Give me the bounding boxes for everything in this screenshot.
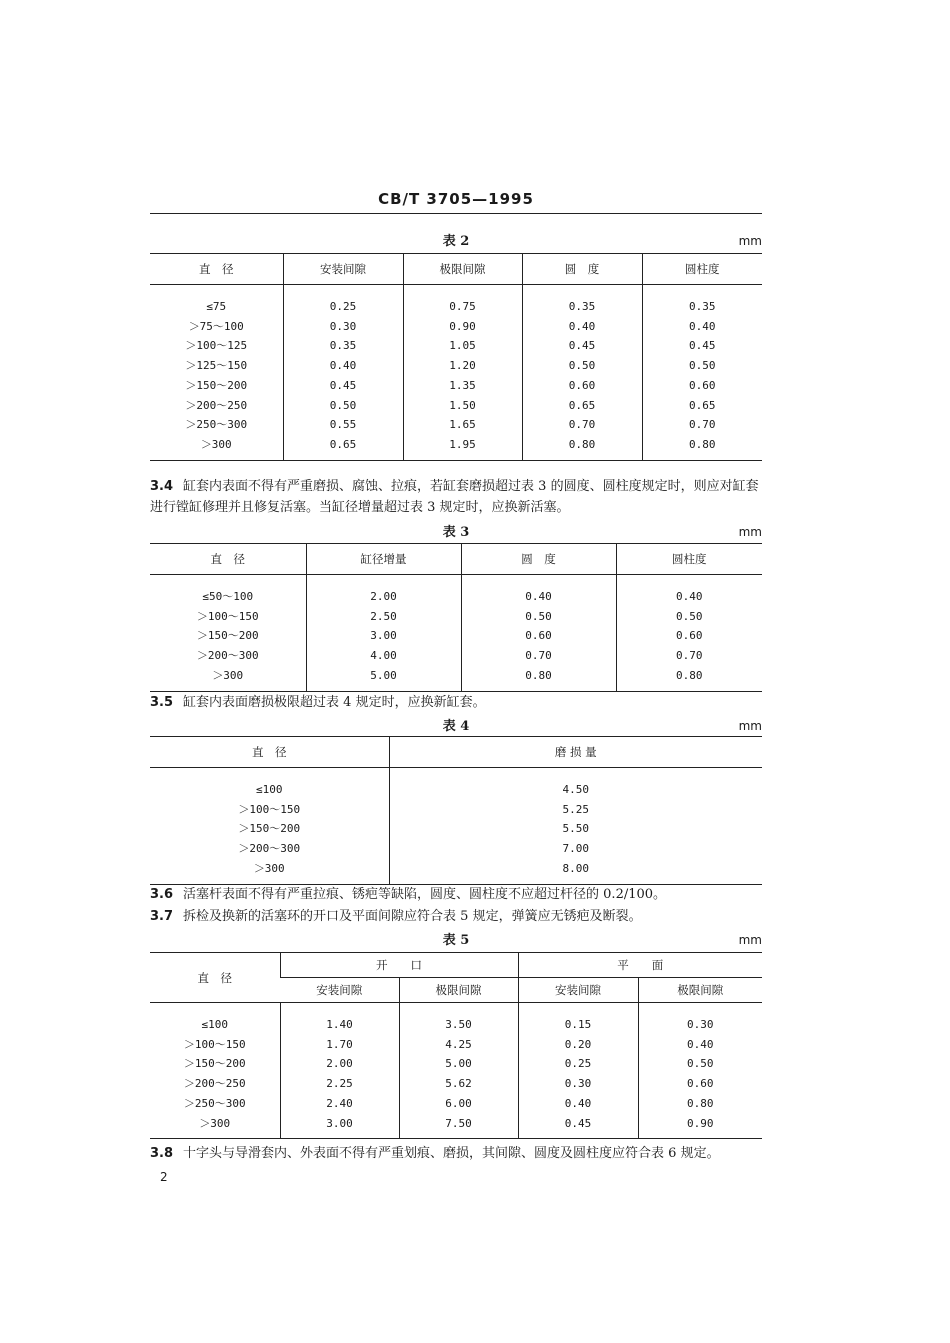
- table3-cell-value: 4.00: [306, 646, 461, 666]
- table3-cell-value: 0.50: [461, 607, 616, 627]
- table3-cell-value: 5.00: [306, 666, 461, 691]
- table3: [150, 543, 762, 692]
- table2-header-install-gap: 安装间隙: [283, 254, 403, 285]
- table2-cell-diameter: ＞100～125: [185, 339, 248, 353]
- section-3-8-text: 十字头与导滑套内、外表面不得有严重划痕、磨损，其间隙、圆度及圆柱度应符合表 6 规定。: [183, 1146, 720, 1161]
- table5-cell-diameter: ≤100: [201, 1018, 228, 1031]
- table2-cell-value: 1.65: [403, 415, 522, 435]
- table3-cell-diameter: ≤50～100: [202, 590, 254, 603]
- table3-cell-value: 0.50: [616, 607, 762, 627]
- table4-row: [150, 859, 762, 884]
- table5-cell-value: 0.15: [518, 1003, 638, 1035]
- table4-cell-value: 5.25: [389, 800, 762, 820]
- table2-row: [150, 435, 762, 460]
- table5: [150, 952, 762, 1139]
- table5-cell-value: 1.40: [280, 1003, 399, 1035]
- table4-row: [150, 839, 762, 859]
- table2-row: [150, 317, 762, 337]
- table5-row: [150, 1094, 762, 1114]
- table2-cell-diameter: ＞250～300: [185, 418, 248, 432]
- table2-cell-value: 0.25: [283, 285, 403, 317]
- table2-cell-diameter: ≤75: [206, 300, 227, 313]
- section-3-5-number: 3.5: [150, 695, 174, 710]
- header-rule: [150, 213, 762, 214]
- table2-cell-value: 0.40: [283, 356, 403, 376]
- table3-cell-value: 0.70: [461, 646, 616, 666]
- table3-cell-diameter: ＞300: [150, 666, 306, 691]
- section-3-4-line1: 缸套内表面不得有严重磨损、腐蚀、拉痕，若缸套磨损超过表 3 的圆度、圆柱度规定时，则应对缸套: [183, 479, 759, 494]
- table2-header-roundness: 圆 度: [522, 254, 642, 285]
- table2-cell-value: 0.60: [522, 376, 642, 396]
- table4-cell-diameter: ＞200～300: [238, 842, 301, 856]
- table2-cell-diameter: ＞300: [150, 435, 283, 460]
- table5-row: [150, 1003, 762, 1035]
- table2-cell-value: 0.65: [642, 396, 762, 416]
- table3-row: [150, 646, 762, 666]
- table5-cell-value: 0.30: [638, 1003, 762, 1035]
- table4-cell-diameter: ＞300: [150, 859, 389, 884]
- section-3-8-number: 3.8: [150, 1146, 174, 1161]
- table3-header-cylindricity: 圆柱度: [616, 544, 762, 575]
- table4-caption: [150, 713, 762, 733]
- table3-cell-value: 0.40: [616, 575, 762, 607]
- table5-cell-value: 0.40: [638, 1035, 762, 1055]
- table5-title: 表 5: [442, 933, 470, 948]
- table5-cell-value: 0.40: [518, 1094, 638, 1114]
- standard-code-header: CB/T 3705—1995: [378, 190, 534, 208]
- table5-header-open-install: 安装间隙: [280, 978, 399, 1003]
- table2-cell-value: 0.70: [642, 415, 762, 435]
- table2-cell-diameter: ＞150～200: [185, 378, 248, 392]
- table2-cell-value: 0.75: [403, 285, 522, 317]
- table4-cell-value: 7.00: [389, 839, 762, 859]
- table5-cell-value: 0.25: [518, 1054, 638, 1074]
- table3-cell-value: 0.70: [616, 646, 762, 666]
- table5-cell-value: 0.30: [518, 1074, 638, 1094]
- table3-cell-value: 2.00: [306, 575, 461, 607]
- table2-cell-value: 0.65: [283, 435, 403, 460]
- table5-cell-value: 0.80: [638, 1094, 762, 1114]
- table2-cell-value: 0.80: [522, 435, 642, 460]
- table2-cell-value: 1.50: [403, 396, 522, 416]
- table2-header-cylindricity: 圆柱度: [642, 254, 762, 285]
- table5-header-flat-limit: 极限间隙: [638, 978, 762, 1003]
- table2-cell-value: 0.45: [522, 336, 642, 356]
- table4-row: [150, 768, 762, 800]
- section-3-8: [150, 1143, 762, 1164]
- table3-row: [150, 626, 762, 646]
- table4-cell-value: 5.50: [389, 819, 762, 839]
- table5-cell-diameter: ＞150～200: [183, 1057, 246, 1071]
- table3-cell-diameter: ＞200～300: [196, 649, 259, 663]
- table5-cell-value: 0.45: [518, 1114, 638, 1139]
- table4-cell-diameter: ＞150～200: [238, 822, 301, 836]
- section-3-5: [150, 692, 762, 713]
- table5-cell-value: 0.20: [518, 1035, 638, 1055]
- table2: [150, 253, 762, 461]
- section-3-6-text: 活塞杆表面不得有严重拉痕、锈疤等缺陷，圆度、圆柱度不应超过杆径的 0.2/100。: [183, 887, 667, 902]
- table5-cell-diameter: ＞200～250: [183, 1077, 246, 1091]
- table4-header-wear: 磨 损 量: [389, 737, 762, 768]
- table4-cell-value: 8.00: [389, 859, 762, 884]
- section-3-4-number: 3.4: [150, 479, 174, 494]
- table2-cell-value: 0.45: [642, 336, 762, 356]
- section-3-7-text: 拆检及换新的活塞环的开口及平面间隙应符合表 5 规定，弹簧应无锈疤及断裂。: [183, 909, 642, 924]
- table5-row: [150, 1035, 762, 1055]
- table5-header-open-limit: 极限间隙: [399, 978, 518, 1003]
- table3-cell-value: 0.60: [616, 626, 762, 646]
- table2-cell-value: 1.20: [403, 356, 522, 376]
- table2-row: [150, 396, 762, 416]
- table2-cell-value: 0.60: [642, 376, 762, 396]
- table5-cell-diameter: ＞100～150: [183, 1037, 246, 1051]
- section-3-4-line2: 进行镗缸修理并且修复活塞。当缸径增量超过表 3 规定时，应换新活塞。: [150, 500, 570, 515]
- table2-cell-diameter: ＞125～150: [185, 359, 248, 373]
- table3-unit: mm: [738, 525, 762, 539]
- table3-cell-value: 2.50: [306, 607, 461, 627]
- table5-cell-value: 5.00: [399, 1054, 518, 1074]
- table3-row: [150, 666, 762, 691]
- table2-cell-value: 1.95: [403, 435, 522, 460]
- table2-row: [150, 376, 762, 396]
- table4-header-diameter: 直 径: [150, 737, 389, 768]
- table5-cell-value: 5.62: [399, 1074, 518, 1094]
- table2-header-diameter: 直 径: [150, 254, 283, 285]
- table2-cell-value: 0.70: [522, 415, 642, 435]
- table2-cell-value: 0.50: [642, 356, 762, 376]
- table2-cell-value: 0.35: [642, 285, 762, 317]
- table5-cell-value: 0.50: [638, 1054, 762, 1074]
- table2-row: [150, 356, 762, 376]
- table4-row: [150, 819, 762, 839]
- table5-header-group-open: 开 口: [280, 953, 518, 978]
- table5-cell-diameter: ＞300: [150, 1114, 280, 1139]
- table2-body: [150, 285, 762, 461]
- table5-header-flat-install: 安装间隙: [518, 978, 638, 1003]
- table5-row: [150, 1054, 762, 1074]
- table4-cell-diameter: ≤100: [256, 783, 283, 796]
- table2-row: [150, 415, 762, 435]
- table3-row: [150, 607, 762, 627]
- table2-cell-value: 0.55: [283, 415, 403, 435]
- table5-cell-value: 7.50: [399, 1114, 518, 1139]
- table5-cell-value: 0.90: [638, 1114, 762, 1139]
- table2-cell-value: 0.40: [522, 317, 642, 337]
- table4-cell-value: 4.50: [389, 768, 762, 800]
- table2-cell-value: 0.50: [283, 396, 403, 416]
- table5-cell-value: 4.25: [399, 1035, 518, 1055]
- table4-cell-diameter: ＞100～150: [238, 802, 301, 816]
- section-3-4: [150, 476, 762, 518]
- table3-row: [150, 575, 762, 607]
- table3-title: 表 3: [442, 525, 470, 540]
- table2-cell-value: 0.45: [283, 376, 403, 396]
- table2-cell-diameter: ＞75～100: [188, 319, 244, 333]
- table2-row: [150, 285, 762, 317]
- table4-title: 表 4: [442, 719, 470, 734]
- table2-unit: mm: [738, 234, 762, 248]
- table5-cell-value: 2.00: [280, 1054, 399, 1074]
- table5-body: [150, 1003, 762, 1139]
- table4: [150, 736, 762, 885]
- table2-cell-value: 1.05: [403, 336, 522, 356]
- table3-header-bore-increase: 缸径增量: [306, 544, 461, 575]
- table4-body: [150, 768, 762, 885]
- table3-body: [150, 575, 762, 692]
- section-3-7: [150, 906, 762, 927]
- table2-cell-value: 0.35: [522, 285, 642, 317]
- table4-row: [150, 800, 762, 820]
- table3-cell-value: 0.60: [461, 626, 616, 646]
- table3-cell-diameter: ＞100～150: [196, 609, 259, 623]
- table3-header-diameter: 直 径: [150, 544, 306, 575]
- table5-cell-value: 2.25: [280, 1074, 399, 1094]
- table3-caption: [150, 519, 762, 539]
- table5-header-group-flat: 平 面: [518, 953, 762, 978]
- section-3-6: [150, 884, 762, 905]
- table2-cell-value: 0.65: [522, 396, 642, 416]
- table2-header-limit-gap: 极限间隙: [403, 254, 522, 285]
- table2-caption: [150, 228, 762, 248]
- table5-cell-value: 6.00: [399, 1094, 518, 1114]
- table5-cell-value: 3.50: [399, 1003, 518, 1035]
- table3-cell-diameter: ＞150～200: [196, 629, 259, 643]
- page-number: 2: [160, 1170, 168, 1184]
- table5-caption: [150, 927, 762, 947]
- table2-cell-value: 0.40: [642, 317, 762, 337]
- table3-cell-value: 0.40: [461, 575, 616, 607]
- table2-cell-value: 0.90: [403, 317, 522, 337]
- table5-cell-value: 1.70: [280, 1035, 399, 1055]
- table4-unit: mm: [738, 719, 762, 733]
- table2-cell-value: 0.35: [283, 336, 403, 356]
- table5-cell-value: 0.60: [638, 1074, 762, 1094]
- table2-cell-value: 1.35: [403, 376, 522, 396]
- table5-cell-value: 2.40: [280, 1094, 399, 1114]
- table5-row: [150, 1114, 762, 1139]
- table2-title: 表 2: [442, 234, 470, 249]
- table3-cell-value: 0.80: [461, 666, 616, 691]
- table2-cell-value: 0.30: [283, 317, 403, 337]
- section-3-7-number: 3.7: [150, 909, 174, 924]
- table5-cell-value: 3.00: [280, 1114, 399, 1139]
- table5-cell-diameter: ＞250～300: [183, 1096, 246, 1110]
- table5-header-diameter: 直 径: [150, 953, 280, 1003]
- section-3-5-text: 缸套内表面磨损极限超过表 4 规定时，应换新缸套。: [183, 695, 486, 710]
- table5-unit: mm: [738, 933, 762, 947]
- table5-row: [150, 1074, 762, 1094]
- section-3-6-number: 3.6: [150, 887, 174, 902]
- table3-cell-value: 0.80: [616, 666, 762, 691]
- table3-cell-value: 3.00: [306, 626, 461, 646]
- table2-row: [150, 336, 762, 356]
- table3-header-roundness: 圆 度: [461, 544, 616, 575]
- table2-cell-value: 0.80: [642, 435, 762, 460]
- table2-cell-value: 0.50: [522, 356, 642, 376]
- table2-cell-diameter: ＞200～250: [185, 398, 248, 412]
